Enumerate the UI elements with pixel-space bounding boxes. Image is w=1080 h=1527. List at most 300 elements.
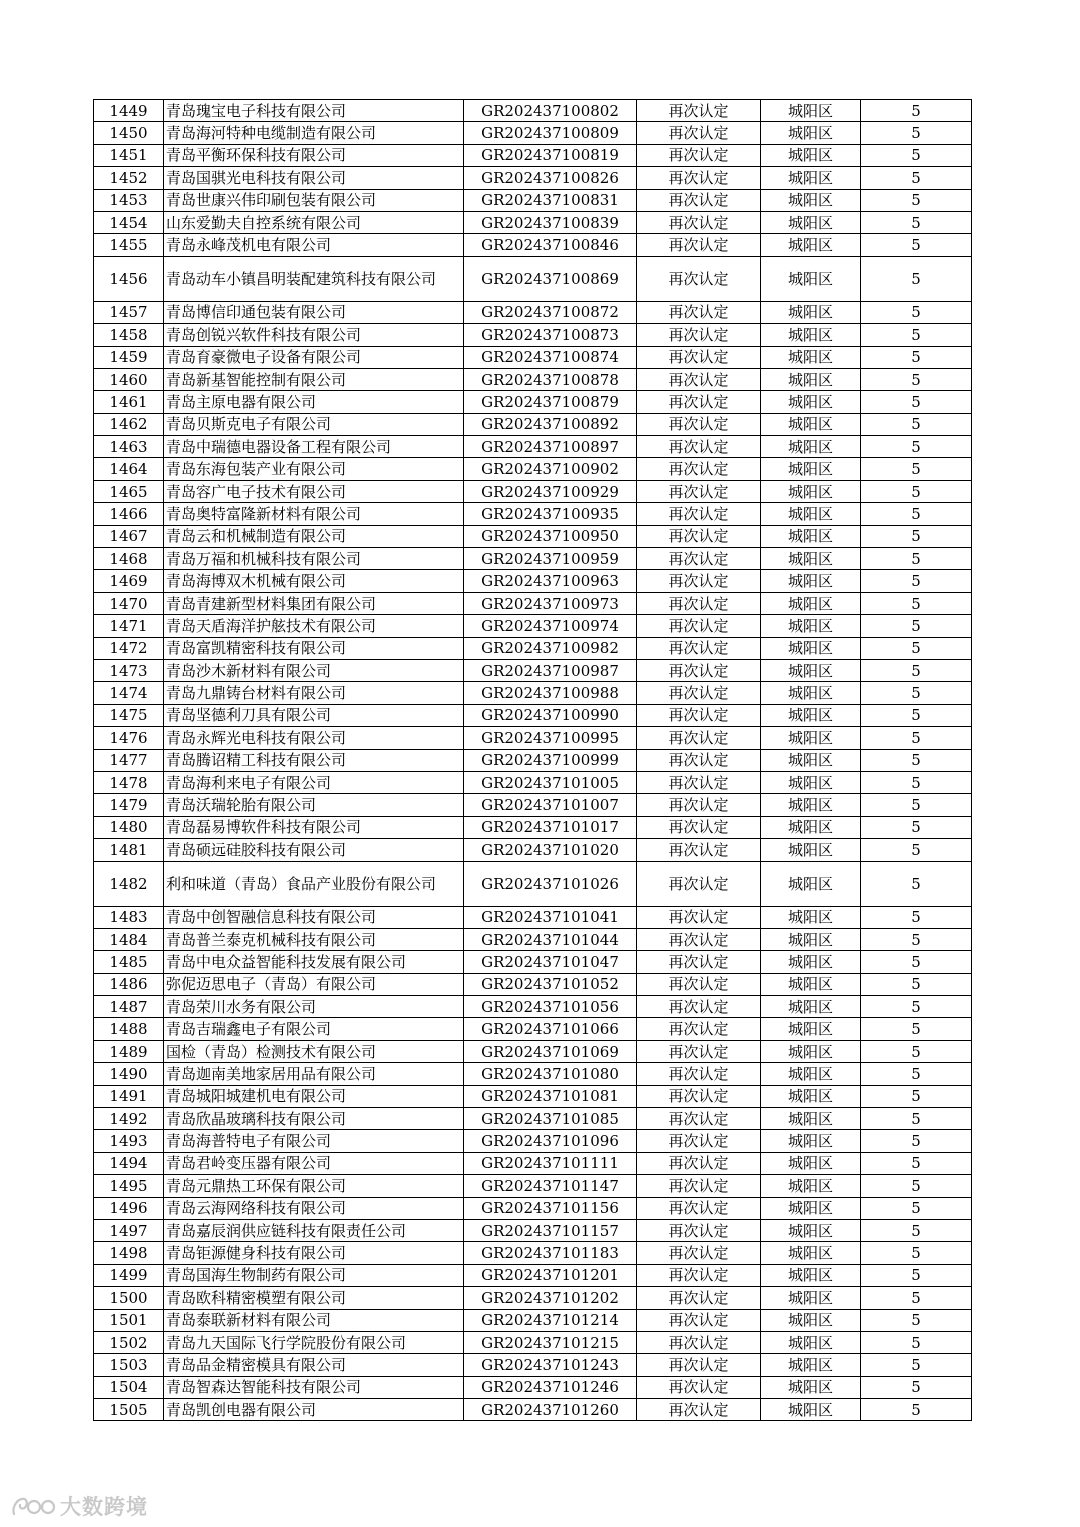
district: 城阳区 (761, 570, 861, 592)
company-name: 青岛国骐光电科技有限公司 (164, 167, 464, 189)
certification-type: 再次认定 (637, 1309, 761, 1331)
score-value: 5 (861, 1376, 972, 1398)
company-name: 青岛中创智融信息科技有限公司 (164, 906, 464, 928)
score-value: 5 (861, 1085, 972, 1107)
company-name: 青岛海河特种电缆制造有限公司 (164, 122, 464, 144)
row-number: 1467 (94, 525, 164, 547)
company-name: 青岛天盾海洋护舷技术有限公司 (164, 615, 464, 637)
company-name: 青岛九鼎铸台材料有限公司 (164, 682, 464, 704)
company-name: 青岛城阳城建机电有限公司 (164, 1085, 464, 1107)
certification-type: 再次认定 (637, 525, 761, 547)
row-number: 1468 (94, 548, 164, 570)
row-number: 1469 (94, 570, 164, 592)
table-row (94, 1399, 972, 1421)
company-name: 青岛沃瑞轮胎有限公司 (164, 794, 464, 816)
certification-type: 再次认定 (637, 682, 761, 704)
district: 城阳区 (761, 1130, 861, 1152)
row-number: 1471 (94, 615, 164, 637)
row-number: 1461 (94, 391, 164, 413)
certificate-code: GR202437101183 (464, 1242, 637, 1264)
row-number: 1455 (94, 234, 164, 256)
score-value: 5 (861, 368, 972, 390)
district: 城阳区 (761, 861, 861, 906)
score-value: 5 (861, 324, 972, 346)
certificate-code: GR202437101260 (464, 1399, 637, 1421)
table-row (94, 211, 972, 233)
table-row (94, 637, 972, 659)
certificate-code: GR202437100963 (464, 570, 637, 592)
district: 城阳区 (761, 1063, 861, 1085)
district: 城阳区 (761, 771, 861, 793)
certificate-code: GR202437101007 (464, 794, 637, 816)
certification-type: 再次认定 (637, 659, 761, 681)
company-name: 青岛云和机械制造有限公司 (164, 525, 464, 547)
district: 城阳区 (761, 615, 861, 637)
row-number: 1470 (94, 592, 164, 614)
district: 城阳区 (761, 996, 861, 1018)
row-number: 1494 (94, 1152, 164, 1174)
score-value: 5 (861, 1399, 972, 1421)
table-row (94, 996, 972, 1018)
score-value: 5 (861, 704, 972, 726)
row-number: 1449 (94, 100, 164, 122)
district: 城阳区 (761, 413, 861, 435)
district: 城阳区 (761, 794, 861, 816)
score-value: 5 (861, 346, 972, 368)
certificate-code: GR202437101052 (464, 973, 637, 995)
row-number: 1475 (94, 704, 164, 726)
table-row (94, 973, 972, 995)
company-name: 青岛磊易博软件科技有限公司 (164, 816, 464, 838)
row-number: 1504 (94, 1376, 164, 1398)
certification-type: 再次认定 (637, 771, 761, 793)
certification-type: 再次认定 (637, 1354, 761, 1376)
certification-type: 再次认定 (637, 368, 761, 390)
company-name: 青岛迦南美地家居用品有限公司 (164, 1063, 464, 1085)
district: 城阳区 (761, 1219, 861, 1241)
district: 城阳区 (761, 637, 861, 659)
certificate-code: GR202437101157 (464, 1219, 637, 1241)
certificate-code: GR202437100892 (464, 413, 637, 435)
certification-type: 再次认定 (637, 1063, 761, 1085)
company-name: 青岛品金精密模具有限公司 (164, 1354, 464, 1376)
company-name: 国检（青岛）检测技术有限公司 (164, 1040, 464, 1062)
certificate-code: GR202437100990 (464, 704, 637, 726)
row-number: 1451 (94, 144, 164, 166)
district: 城阳区 (761, 324, 861, 346)
district: 城阳区 (761, 906, 861, 928)
table-row (94, 951, 972, 973)
district: 城阳区 (761, 1175, 861, 1197)
district: 城阳区 (761, 234, 861, 256)
certificate-code: GR202437100999 (464, 749, 637, 771)
row-number: 1501 (94, 1309, 164, 1331)
score-value: 5 (861, 480, 972, 502)
certification-type: 再次认定 (637, 301, 761, 323)
district: 城阳区 (761, 1108, 861, 1130)
district: 城阳区 (761, 682, 861, 704)
certificate-code: GR202437101214 (464, 1309, 637, 1331)
certification-type: 再次认定 (637, 615, 761, 637)
company-name: 青岛世康兴伟印刷包装有限公司 (164, 189, 464, 211)
certification-type: 再次认定 (637, 996, 761, 1018)
district: 城阳区 (761, 346, 861, 368)
table-row (94, 346, 972, 368)
row-number: 1477 (94, 749, 164, 771)
score-value: 5 (861, 727, 972, 749)
certificate-code: GR202437100973 (464, 592, 637, 614)
certificate-code: GR202437101111 (464, 1152, 637, 1174)
certificate-code: GR202437101243 (464, 1354, 637, 1376)
certificate-code: GR202437100929 (464, 480, 637, 502)
table-row (94, 413, 972, 435)
table-row (94, 771, 972, 793)
district: 城阳区 (761, 256, 861, 301)
row-number: 1479 (94, 794, 164, 816)
company-name: 利和味道（青岛）食品产业股份有限公司 (164, 861, 464, 906)
certification-type: 再次认定 (637, 727, 761, 749)
row-number: 1483 (94, 906, 164, 928)
brand-logo-icon (10, 1494, 56, 1518)
row-number: 1482 (94, 861, 164, 906)
company-name: 青岛沙木新材料有限公司 (164, 659, 464, 681)
table-row (94, 861, 972, 906)
certification-type: 再次认定 (637, 928, 761, 950)
row-number: 1484 (94, 928, 164, 950)
certificate-code: GR202437100802 (464, 100, 637, 122)
table-row (94, 256, 972, 301)
score-value: 5 (861, 1331, 972, 1353)
table-row (94, 1152, 972, 1174)
table-row (94, 839, 972, 861)
company-name: 青岛九天国际飞行学院股份有限公司 (164, 1331, 464, 1353)
row-number: 1456 (94, 256, 164, 301)
company-name: 青岛中瑞德电器设备工程有限公司 (164, 436, 464, 458)
company-name: 弥伲迈思电子（青岛）有限公司 (164, 973, 464, 995)
district: 城阳区 (761, 1242, 861, 1264)
table-row (94, 1130, 972, 1152)
certificate-code: GR202437101020 (464, 839, 637, 861)
company-name: 青岛泰联新材料有限公司 (164, 1309, 464, 1331)
score-value: 5 (861, 1130, 972, 1152)
certification-type: 再次认定 (637, 570, 761, 592)
table-row (94, 100, 972, 122)
row-number: 1472 (94, 637, 164, 659)
district: 城阳区 (761, 951, 861, 973)
company-name: 青岛瑰宝电子科技有限公司 (164, 100, 464, 122)
company-name: 青岛普兰泰克机械科技有限公司 (164, 928, 464, 950)
district: 城阳区 (761, 525, 861, 547)
company-name: 青岛嘉辰润供应链科技有限责任公司 (164, 1219, 464, 1241)
certification-type: 再次认定 (637, 1108, 761, 1130)
company-name: 青岛永峰茂机电有限公司 (164, 234, 464, 256)
row-number: 1488 (94, 1018, 164, 1040)
table-row (94, 234, 972, 256)
row-number: 1450 (94, 122, 164, 144)
district: 城阳区 (761, 1376, 861, 1398)
certification-type: 再次认定 (637, 1264, 761, 1286)
table-row (94, 458, 972, 480)
table-row (94, 144, 972, 166)
certification-type: 再次认定 (637, 1018, 761, 1040)
certification-type: 再次认定 (637, 1175, 761, 1197)
table-row (94, 1018, 972, 1040)
row-number: 1473 (94, 659, 164, 681)
company-name: 青岛育豪微电子设备有限公司 (164, 346, 464, 368)
table-row (94, 1085, 972, 1107)
company-name: 青岛动车小镇昌明装配建筑科技有限公司 (164, 256, 464, 301)
row-number: 1505 (94, 1399, 164, 1421)
certification-type: 再次认定 (637, 436, 761, 458)
company-name: 青岛富凯精密科技有限公司 (164, 637, 464, 659)
row-number: 1503 (94, 1354, 164, 1376)
table-row (94, 749, 972, 771)
score-value: 5 (861, 1152, 972, 1174)
certification-type: 再次认定 (637, 256, 761, 301)
score-value: 5 (861, 794, 972, 816)
table-row (94, 704, 972, 726)
score-value: 5 (861, 615, 972, 637)
table-row (94, 1219, 972, 1241)
certificate-code: GR202437100872 (464, 301, 637, 323)
score-value: 5 (861, 996, 972, 1018)
district: 城阳区 (761, 436, 861, 458)
certificate-code: GR202437101201 (464, 1264, 637, 1286)
district: 城阳区 (761, 1197, 861, 1219)
table-row (94, 682, 972, 704)
certificate-code: GR202437101147 (464, 1175, 637, 1197)
row-number: 1499 (94, 1264, 164, 1286)
certificate-code: GR202437100935 (464, 503, 637, 525)
certification-type: 再次认定 (637, 1399, 761, 1421)
district: 城阳区 (761, 368, 861, 390)
company-name: 青岛中电众益智能科技发展有限公司 (164, 951, 464, 973)
table-row (94, 816, 972, 838)
certification-type: 再次认定 (637, 346, 761, 368)
certificate-code: GR202437101202 (464, 1287, 637, 1309)
table-row (94, 928, 972, 950)
score-value: 5 (861, 861, 972, 906)
row-number: 1489 (94, 1040, 164, 1062)
row-number: 1491 (94, 1085, 164, 1107)
table-row (94, 592, 972, 614)
table-row (94, 1264, 972, 1286)
table-row (94, 503, 972, 525)
score-value: 5 (861, 592, 972, 614)
company-name: 青岛海普特电子有限公司 (164, 1130, 464, 1152)
company-name: 青岛欣晶玻璃科技有限公司 (164, 1108, 464, 1130)
district: 城阳区 (761, 816, 861, 838)
company-name: 青岛欧科精密模塑有限公司 (164, 1287, 464, 1309)
certification-type: 再次认定 (637, 1040, 761, 1062)
certificate-code: GR202437100902 (464, 458, 637, 480)
score-value: 5 (861, 1309, 972, 1331)
certificate-code: GR202437100987 (464, 659, 637, 681)
certificate-code: GR202437100874 (464, 346, 637, 368)
certificate-code: GR202437100831 (464, 189, 637, 211)
certification-type: 再次认定 (637, 816, 761, 838)
company-name: 青岛奥特富隆新材料有限公司 (164, 503, 464, 525)
certification-type: 再次认定 (637, 973, 761, 995)
certificate-code: GR202437101215 (464, 1331, 637, 1353)
row-number: 1495 (94, 1175, 164, 1197)
company-name: 青岛海博双木机械有限公司 (164, 570, 464, 592)
score-value: 5 (861, 637, 972, 659)
district: 城阳区 (761, 749, 861, 771)
district: 城阳区 (761, 1085, 861, 1107)
score-value: 5 (861, 839, 972, 861)
row-number: 1457 (94, 301, 164, 323)
certification-type: 再次认定 (637, 234, 761, 256)
company-name: 青岛万福和机械科技有限公司 (164, 548, 464, 570)
district: 城阳区 (761, 1399, 861, 1421)
district: 城阳区 (761, 1040, 861, 1062)
district: 城阳区 (761, 301, 861, 323)
company-name: 青岛东海包装产业有限公司 (164, 458, 464, 480)
table-row (94, 548, 972, 570)
certificate-code: GR202437100839 (464, 211, 637, 233)
district: 城阳区 (761, 189, 861, 211)
district: 城阳区 (761, 1018, 861, 1040)
company-name: 青岛容广电子技术有限公司 (164, 480, 464, 502)
table-row (94, 659, 972, 681)
certification-type: 再次认定 (637, 189, 761, 211)
score-value: 5 (861, 659, 972, 681)
table-row (94, 1331, 972, 1353)
score-value: 5 (861, 1354, 972, 1376)
certificate-code: GR202437100995 (464, 727, 637, 749)
certificate-code: GR202437100826 (464, 167, 637, 189)
district: 城阳区 (761, 458, 861, 480)
score-value: 5 (861, 1108, 972, 1130)
certificate-code: GR202437101047 (464, 951, 637, 973)
certification-type: 再次认定 (637, 794, 761, 816)
row-number: 1474 (94, 682, 164, 704)
row-number: 1480 (94, 816, 164, 838)
certification-type: 再次认定 (637, 144, 761, 166)
district: 城阳区 (761, 1309, 861, 1331)
table-row (94, 189, 972, 211)
score-value: 5 (861, 570, 972, 592)
row-number: 1502 (94, 1331, 164, 1353)
row-number: 1493 (94, 1130, 164, 1152)
company-name: 青岛钜源健身科技有限公司 (164, 1242, 464, 1264)
score-value: 5 (861, 503, 972, 525)
company-name: 青岛平衡环保科技有限公司 (164, 144, 464, 166)
table-row (94, 391, 972, 413)
table-row (94, 1309, 972, 1331)
certification-type: 再次认定 (637, 167, 761, 189)
company-name: 青岛创锐兴软件科技有限公司 (164, 324, 464, 346)
certificate-code: GR202437100982 (464, 637, 637, 659)
certificate-code: GR202437100878 (464, 368, 637, 390)
score-value: 5 (861, 1219, 972, 1241)
score-value: 5 (861, 525, 972, 547)
table-row (94, 480, 972, 502)
row-number: 1497 (94, 1219, 164, 1241)
certification-type: 再次认定 (637, 1242, 761, 1264)
certification-type: 再次认定 (637, 458, 761, 480)
district: 城阳区 (761, 1331, 861, 1353)
row-number: 1496 (94, 1197, 164, 1219)
row-number: 1465 (94, 480, 164, 502)
score-value: 5 (861, 458, 972, 480)
certificate-code: GR202437101156 (464, 1197, 637, 1219)
score-value: 5 (861, 1242, 972, 1264)
score-value: 5 (861, 1197, 972, 1219)
score-value: 5 (861, 682, 972, 704)
certification-type: 再次认定 (637, 704, 761, 726)
score-value: 5 (861, 1040, 972, 1062)
score-value: 5 (861, 211, 972, 233)
certificate-code: GR202437101069 (464, 1040, 637, 1062)
table-row (94, 1287, 972, 1309)
company-name: 青岛青建新型材料集团有限公司 (164, 592, 464, 614)
table-row (94, 525, 972, 547)
table-row (94, 1242, 972, 1264)
district: 城阳区 (761, 122, 861, 144)
table-row (94, 1197, 972, 1219)
certificate-code: GR202437101066 (464, 1018, 637, 1040)
table-row (94, 1175, 972, 1197)
score-value: 5 (861, 749, 972, 771)
district: 城阳区 (761, 592, 861, 614)
score-value: 5 (861, 973, 972, 995)
table-row (94, 1376, 972, 1398)
district: 城阳区 (761, 839, 861, 861)
table-body (94, 100, 972, 1421)
score-value: 5 (861, 771, 972, 793)
company-name: 青岛贝斯克电子有限公司 (164, 413, 464, 435)
score-value: 5 (861, 928, 972, 950)
certificate-code: GR202437100950 (464, 525, 637, 547)
certificate-code: GR202437101080 (464, 1063, 637, 1085)
district: 城阳区 (761, 973, 861, 995)
certificate-code: GR202437100974 (464, 615, 637, 637)
certificate-code: GR202437101026 (464, 861, 637, 906)
score-value: 5 (861, 144, 972, 166)
certification-type: 再次认定 (637, 100, 761, 122)
score-value: 5 (861, 906, 972, 928)
district: 城阳区 (761, 928, 861, 950)
district: 城阳区 (761, 1287, 861, 1309)
watermark (10, 1493, 148, 1519)
certification-type: 再次认定 (637, 1219, 761, 1241)
table-row (94, 436, 972, 458)
table-row (94, 368, 972, 390)
company-name: 青岛君岭变压器有限公司 (164, 1152, 464, 1174)
table-row (94, 167, 972, 189)
certification-type: 再次认定 (637, 906, 761, 928)
company-name: 山东爱勤夫自控系统有限公司 (164, 211, 464, 233)
certificate-code: GR202437101085 (464, 1108, 637, 1130)
certificate-code: GR202437101246 (464, 1376, 637, 1398)
company-name: 青岛坚德利刀具有限公司 (164, 704, 464, 726)
district: 城阳区 (761, 503, 861, 525)
score-value: 5 (861, 100, 972, 122)
company-name: 青岛海利来电子有限公司 (164, 771, 464, 793)
certification-type: 再次认定 (637, 122, 761, 144)
district: 城阳区 (761, 211, 861, 233)
score-value: 5 (861, 391, 972, 413)
row-number: 1490 (94, 1063, 164, 1085)
company-name: 青岛吉瑞鑫电子有限公司 (164, 1018, 464, 1040)
row-number: 1498 (94, 1242, 164, 1264)
table-row (94, 1040, 972, 1062)
table-row (94, 906, 972, 928)
row-number: 1453 (94, 189, 164, 211)
row-number: 1454 (94, 211, 164, 233)
